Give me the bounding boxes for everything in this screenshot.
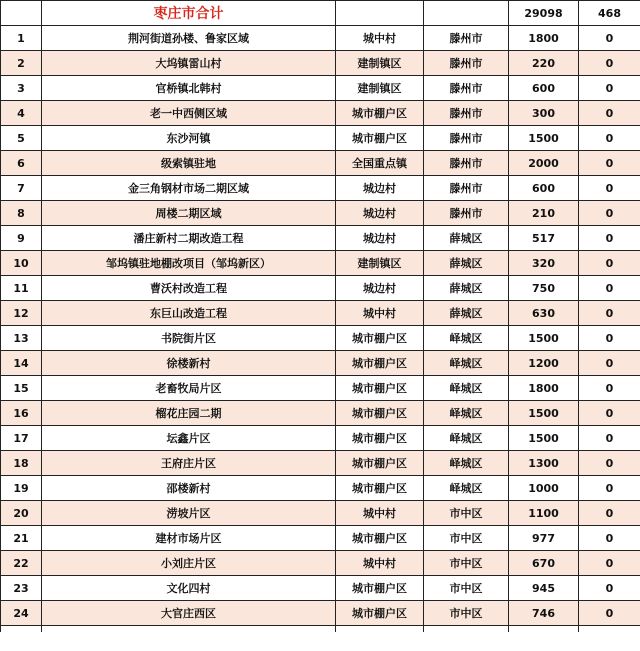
district: 薛城区	[424, 251, 509, 276]
project-name: 书院街片区	[42, 326, 336, 351]
second-value: 0	[579, 51, 640, 76]
row-number: 11	[1, 276, 42, 301]
row-number: 16	[1, 401, 42, 426]
project-name: 大坞镇雷山村	[42, 51, 336, 76]
households: 1500	[509, 326, 579, 351]
project-type: 城市棚户区	[336, 351, 424, 376]
project-name: 东巨山改造工程	[42, 301, 336, 326]
project-type: 城市棚户区	[336, 326, 424, 351]
second-value: 0	[579, 251, 640, 276]
households: 600	[509, 76, 579, 101]
table-row	[1, 276, 640, 301]
table-row-cut	[1, 626, 640, 633]
project-name: 潘庄新村二期改造工程	[42, 226, 336, 251]
row-number: 19	[1, 476, 42, 501]
row-number: 4	[1, 101, 42, 126]
table-row	[1, 26, 640, 51]
district: 峄城区	[424, 351, 509, 376]
households: 220	[509, 51, 579, 76]
households: 320	[509, 251, 579, 276]
households: 1500	[509, 401, 579, 426]
district: 峄城区	[424, 451, 509, 476]
row-number: 24	[1, 601, 42, 626]
table-row	[1, 251, 640, 276]
row-number: 12	[1, 301, 42, 326]
district: 薛城区	[424, 226, 509, 251]
households: 1800	[509, 376, 579, 401]
second-value: 0	[579, 176, 640, 201]
district: 峄城区	[424, 476, 509, 501]
table-row	[1, 526, 640, 551]
table-row	[1, 576, 640, 601]
row-number: 2	[1, 51, 42, 76]
table-row	[1, 126, 640, 151]
project-name: 老畜牧局片区	[42, 376, 336, 401]
households: 1000	[509, 476, 579, 501]
table-row	[1, 351, 640, 376]
project-type: 城中村	[336, 501, 424, 526]
second-value: 0	[579, 351, 640, 376]
row-number: 13	[1, 326, 42, 351]
header-blank-cell	[1, 1, 42, 26]
project-name: 级索镇驻地	[42, 151, 336, 176]
second-value: 0	[579, 576, 640, 601]
district: 滕州市	[424, 126, 509, 151]
second-value: 0	[579, 76, 640, 101]
households: 517	[509, 226, 579, 251]
second-value: 0	[579, 401, 640, 426]
project-name: 小刘庄片区	[42, 551, 336, 576]
table-row	[1, 376, 640, 401]
project-type: 城市棚户区	[336, 401, 424, 426]
project-name: 徐楼新村	[42, 351, 336, 376]
project-name: 大官庄西区	[42, 601, 336, 626]
district: 市中区	[424, 551, 509, 576]
header-row	[1, 1, 640, 26]
header-blank-cell	[336, 1, 424, 26]
project-type: 城市棚户区	[336, 126, 424, 151]
row-number: 1	[1, 26, 42, 51]
project-name: 周楼二期区域	[42, 201, 336, 226]
project-name: 金三角钢材市场二期区域	[42, 176, 336, 201]
table-row	[1, 151, 640, 176]
project-type: 城市棚户区	[336, 451, 424, 476]
second-value: 0	[579, 276, 640, 301]
project-name: 老一中西侧区域	[42, 101, 336, 126]
row-number: 17	[1, 426, 42, 451]
households: 670	[509, 551, 579, 576]
project-type: 城中村	[336, 301, 424, 326]
project-name: 曹沃村改造工程	[42, 276, 336, 301]
district: 滕州市	[424, 201, 509, 226]
project-type: 建制镇区	[336, 251, 424, 276]
project-name: 坛鑫片区	[42, 426, 336, 451]
project-type: 城中村	[336, 551, 424, 576]
row-number: 18	[1, 451, 42, 476]
row-number: 7	[1, 176, 42, 201]
table-row	[1, 76, 640, 101]
second-value: 0	[579, 551, 640, 576]
second-value: 0	[579, 201, 640, 226]
households: 1800	[509, 26, 579, 51]
households: 210	[509, 201, 579, 226]
project-name: 文化四村	[42, 576, 336, 601]
district: 薛城区	[424, 276, 509, 301]
row-number: 21	[1, 526, 42, 551]
second-value: 0	[579, 476, 640, 501]
project-name: 建材市场片区	[42, 526, 336, 551]
second-value: 0	[579, 451, 640, 476]
header-blank-cell	[424, 1, 509, 26]
households: 750	[509, 276, 579, 301]
project-type: 全国重点镇	[336, 151, 424, 176]
project-type: 城边村	[336, 276, 424, 301]
table-row	[1, 201, 640, 226]
table-row	[1, 401, 640, 426]
table-row	[1, 476, 640, 501]
second-value: 0	[579, 501, 640, 526]
project-type: 建制镇区	[336, 51, 424, 76]
project-name: 涝坡片区	[42, 501, 336, 526]
households: 1500	[509, 426, 579, 451]
second-value: 0	[579, 26, 640, 51]
table-row	[1, 601, 640, 626]
district: 市中区	[424, 526, 509, 551]
district: 薛城区	[424, 301, 509, 326]
table-title: 枣庄市合计	[42, 1, 336, 26]
project-type: 城边村	[336, 176, 424, 201]
row-number: 20	[1, 501, 42, 526]
district: 滕州市	[424, 26, 509, 51]
households: 2000	[509, 151, 579, 176]
row-number: 14	[1, 351, 42, 376]
district: 市中区	[424, 501, 509, 526]
row-number: 23	[1, 576, 42, 601]
project-name: 王府庄片区	[42, 451, 336, 476]
row-number: 3	[1, 76, 42, 101]
households: 746	[509, 601, 579, 626]
table-row	[1, 51, 640, 76]
total-second: 468	[579, 1, 640, 26]
district: 市中区	[424, 601, 509, 626]
table-row	[1, 551, 640, 576]
project-type: 城市棚户区	[336, 376, 424, 401]
project-type: 城市棚户区	[336, 576, 424, 601]
district: 滕州市	[424, 101, 509, 126]
district: 滕州市	[424, 51, 509, 76]
table-row	[1, 101, 640, 126]
project-type: 城市棚户区	[336, 601, 424, 626]
households: 300	[509, 101, 579, 126]
project-name: 榴花庄园二期	[42, 401, 336, 426]
district: 滕州市	[424, 176, 509, 201]
project-type: 城边村	[336, 226, 424, 251]
district: 滕州市	[424, 151, 509, 176]
table-row	[1, 501, 640, 526]
district: 市中区	[424, 576, 509, 601]
households: 600	[509, 176, 579, 201]
project-type: 建制镇区	[336, 76, 424, 101]
row-number: 5	[1, 126, 42, 151]
second-value: 0	[579, 226, 640, 251]
second-value: 0	[579, 101, 640, 126]
row-number: 6	[1, 151, 42, 176]
table-row	[1, 301, 640, 326]
project-name: 荆河街道孙楼、鲁家区域	[42, 26, 336, 51]
households: 977	[509, 526, 579, 551]
second-value: 0	[579, 301, 640, 326]
second-value: 0	[579, 376, 640, 401]
project-type: 城市棚户区	[336, 476, 424, 501]
table-row	[1, 451, 640, 476]
project-type: 城市棚户区	[336, 426, 424, 451]
households: 1500	[509, 126, 579, 151]
total-households: 29098	[509, 1, 579, 26]
project-type: 城市棚户区	[336, 526, 424, 551]
project-type: 城边村	[336, 201, 424, 226]
table-row	[1, 426, 640, 451]
table-row	[1, 176, 640, 201]
second-value: 0	[579, 426, 640, 451]
district: 峄城区	[424, 426, 509, 451]
second-value: 0	[579, 526, 640, 551]
district: 峄城区	[424, 376, 509, 401]
row-number: 9	[1, 226, 42, 251]
table-row	[1, 226, 640, 251]
district: 滕州市	[424, 76, 509, 101]
district: 峄城区	[424, 401, 509, 426]
project-type: 城市棚户区	[336, 101, 424, 126]
row-number: 8	[1, 201, 42, 226]
row-number: 22	[1, 551, 42, 576]
second-value: 0	[579, 151, 640, 176]
households: 1200	[509, 351, 579, 376]
households: 630	[509, 301, 579, 326]
row-number: 15	[1, 376, 42, 401]
project-name: 东沙河镇	[42, 126, 336, 151]
project-name: 邵楼新村	[42, 476, 336, 501]
households: 945	[509, 576, 579, 601]
second-value: 0	[579, 326, 640, 351]
table-row	[1, 326, 640, 351]
households: 1100	[509, 501, 579, 526]
project-name: 官桥镇北韩村	[42, 76, 336, 101]
project-type: 城中村	[336, 26, 424, 51]
households: 1300	[509, 451, 579, 476]
row-number: 10	[1, 251, 42, 276]
second-value: 0	[579, 601, 640, 626]
second-value: 0	[579, 126, 640, 151]
district: 峄城区	[424, 326, 509, 351]
project-name: 邹坞镇驻地棚改项目（邹坞新区）	[42, 251, 336, 276]
